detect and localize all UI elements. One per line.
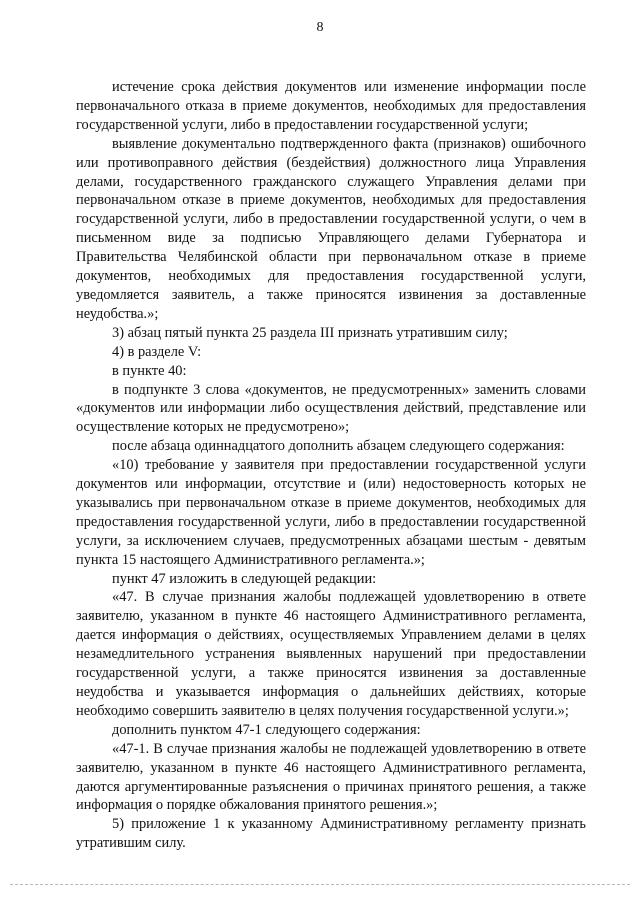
paragraph-expiry: истечение срока действия документов или изменение информации после первоначального отказа в приеме документов, необходимых для предоставления государственной услуги, либо в предоставлении государственной услуги; xyxy=(76,79,586,133)
paragraph-point-47-text: «47. В случае признания жалобы подлежащей удовлетворению в ответе заявителю, указанном в пункте 46 настоящего Административного регламента, дается информация о действиях, осуществляемых Управлением делами в целях незамедлительного устранения выявленных нарушений при предоставлении государственной услуги, а также приносятся извинения за доставленные неудобства и указывается информация о дальнейших действиях, которые необходимо совершить заявителю в целях получения государственной услуги.»; xyxy=(76,589,586,719)
paragraph-subpoint-3: в подпункте 3 слова «документов, не предусмотренных» заменить словами «документов или информации либо осуществления действий, представление или осуществление которых не предусмотрено»; xyxy=(76,381,586,436)
paragraph-erroneous-action: выявление документально подтвержденного факта (признаков) ошибочного или противоправного действия (бездействия) должностного лица Управления делами, государственного гражданского служащего Управления делами при первоначальном отказе в приеме документов, необходимых для предоставления государственной услуги, либо в предоставлении государственной услуги, о чем в письменном виде за подписью Управляющего делами Губернатора и Правительства Челябинской области при первоначальном отказе в приеме документов, необходимых для предоставления государственной услуги, уведомляется заявитель, а также приносятся извинения за доставленные неудобства.»; xyxy=(76,135,586,322)
paragraph-item-5: 5) приложение 1 к указанному Административному регламенту признать утратившим силу. xyxy=(76,816,586,852)
paragraph-point-47-intro: пункт 47 изложить в следующей редакции: xyxy=(112,570,377,587)
page-number: 8 xyxy=(316,20,324,35)
paragraph-point-47-1-text: «47-1. В случае признания жалобы не подлежащей удовлетворению в ответе заявителю, указанном в пункте 46 настоящего Административного регламента, даются аргументированные разъяснения о причинах принятого решения, а также информация о порядке обжалования принятого решения.»; xyxy=(76,740,586,814)
paragraph-after-eleventh: после абзаца одиннадцатого дополнить абзацем следующего содержания: xyxy=(112,438,565,455)
paragraph-item-4: 4) в разделе V: xyxy=(112,343,202,360)
paragraph-point-47-1-intro: дополнить пунктом 47-1 следующего содержания: xyxy=(112,721,421,738)
page-bottom-rule xyxy=(10,884,630,885)
paragraph-point-40: в пункте 40: xyxy=(112,362,187,379)
document-body xyxy=(76,78,586,853)
paragraph-item-10-requirement: «10) требование у заявителя при предоставлении государственной услуги документов или информации, отсутствие и (или) недостоверность которых не указывались при первоначальном отказе в приеме документов, необходимых для предоставления государственной услуги, либо в предоставлении государственной услуги, за исключением случаев, предусмотренных абзацами шестым - девятым пункта 15 настоящего Административного регламента.»; xyxy=(76,457,586,568)
paragraph-item-3: 3) абзац пятый пункта 25 раздела III признать утратившим силу; xyxy=(112,324,508,341)
